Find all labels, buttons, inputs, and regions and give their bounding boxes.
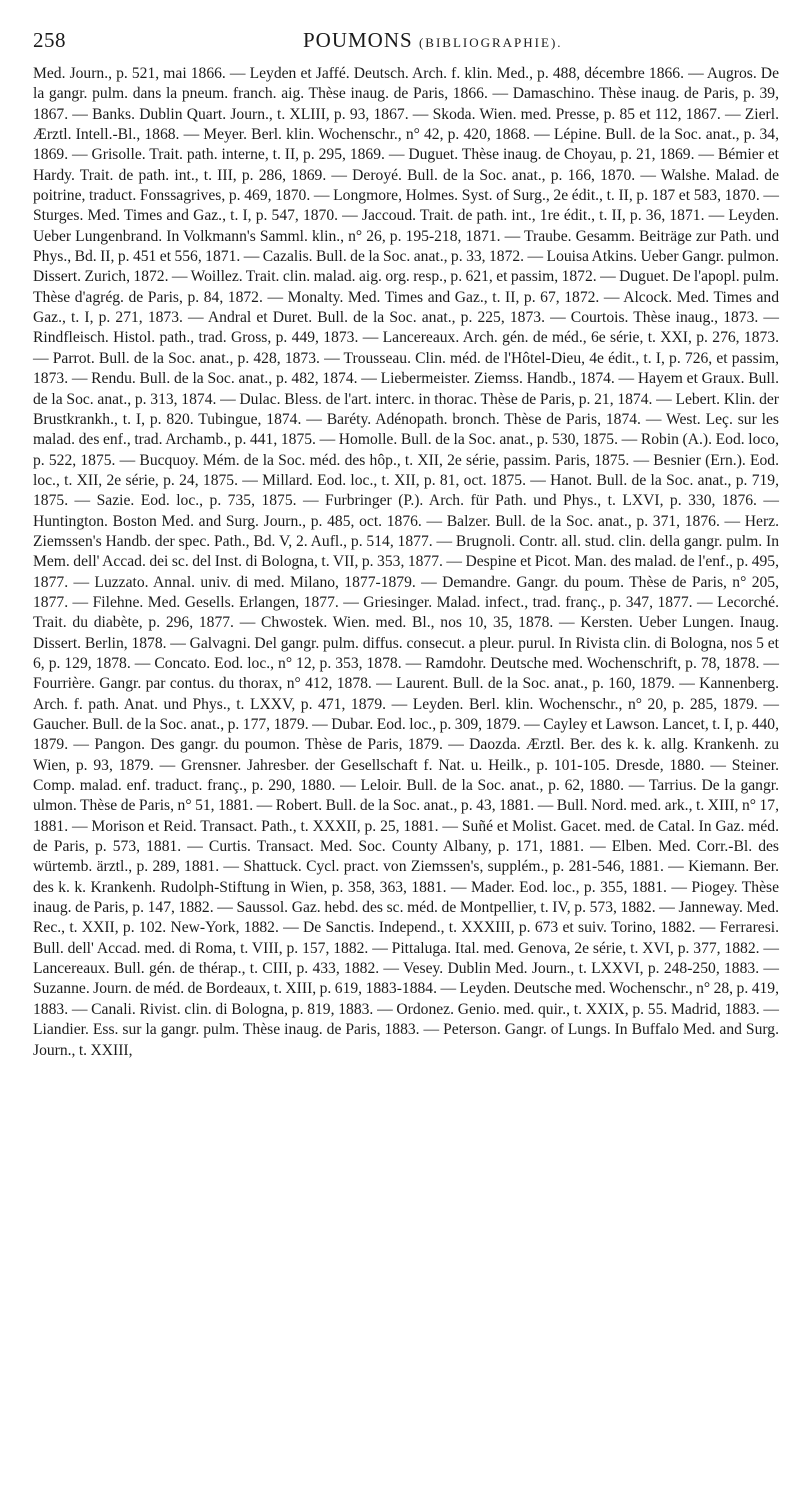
running-title-main: POUMONS (303, 28, 413, 52)
running-title-sub: (BIBLIOGRAPHIE). (418, 35, 563, 50)
running-title (303, 28, 563, 53)
page-number: 258 (33, 28, 66, 52)
bibliography-text: Med. Journ., p. 521, mai 1866. — Leyden et Jaffé. Deutsch. Arch. f. klin. Med., p. 488, décembre 1866. — Augros. De la gangr. pulm. dans la pneum. franch. aig. Thèse inaug. de Paris, 1866. — Damaschino. Thèse inaug. de Paris, p. 39, 1867. — Banks. Dublin Quart. Journ., t. XLIII, p. 93, 1867. — Skoda. Wien. med. Presse, p. 85 et 112, 1867. — Zierl. Ærztl. Intell.-Bl., 1868. — Meyer. Berl. klin. Wochenschr., n° 42, p. 420, 1868. — Lépine. Bull. de la Soc. anat., p. 34, 1869. — Grisolle. Trait. path. interne, t. II, p. 295, 1869. — Duguet. Thèse inaug. de Choyau, p. 21, 1869. — Bémier et Hardy. Trait. de path. int., t. III, p. 286, 1869. — Deroyé. Bull. de la Soc. anat., p. 166, 1870. — Walshe. Malad. de poitrine, traduct. Fonssagrives, p. 469, 1870. — Longmore, Holmes. Syst. of Surg., 2e édit., t. II, p. 187 et 583, 1870. — Sturges. Med. Times and Gaz., t. I, p. 547, 1870. — Jaccoud. Trait. de path. int., 1re édit., t. II, p. 36, 1871. — Leyden. Ueber Lungenbrand. In Volkmann's Samml. klin., n° 26, p. 195-218, 1871. — Traube. Gesamm. Beiträge zur Path. und Phys., Bd. II, p. 451 et 556, 1871. — Cazalis. Bull. de la Soc. anat., p. 33, 1872. — Louisa Atkins. Ueber Gangr. pulmon. Dissert. Zurich, 1872. — Woillez. Trait. clin. malad. aig. org. resp., p. 621, et passim, 1872. — Duguet. De l'apopl. pulm. Thèse d'agrég. de Paris, p. 84, 1872. — Monalty. Med. Times and Gaz., t. II, p. 67, 1872. — Alcock. Med. Times and Gaz., t. I, p. 271, 1873. — Andral et Duret. Bull. de la Soc. anat., p. 225, 1873. — Courtois. Thèse inaug., 1873. — Rindfleisch. Histol. path., trad. Gross, p. 449, 1873. — Lancereaux. Arch. gén. de méd., 6e série, t. XXI, p. 276, 1873. — Parrot. Bull. de la Soc. anat., p. 428, 1873. — Trousseau. Clin. méd. de l'Hôtel-Dieu, 4e édit., t. I, p. 726, et passim, 1873. — Rendu. Bull. de la Soc. anat., p. 482, 1874. — Liebermeister. Ziemss. Handb., 1874. — Hayem et Graux. Bull. de la Soc. anat., p. 313, 1874. — Dulac. Bless. de l'art. interc. in thorac. Thèse de Paris, p. 21, 1874. — Lebert. Klin. der Brustkrankh., t. I, p. 820. Tubingue, 1874. — Baréty. Adénopath. bronch. Thèse de Paris, 1874. — West. Leç. sur les malad. des enf., trad. Archamb., p. 441, 1875. — Homolle. Bull. de la Soc. anat., p. 530, 1875. — Robin (A.). Eod. loco, p. 522, 1875. — Bucquoy. Mém. de la Soc. méd. des hôp., t. XII, 2e série, passim. Paris, 1875. — Besnier (Ern.). Eod. loc., t. XII, 2e série, p. 24, 1875. — Millard. Eod. loc., t. XII, p. 81, oct. 1875. — Hanot. Bull. de la Soc. anat., p. 719, 1875. — Sazie. Eod. loc., p. 735, 1875. — Furbringer (P.). Arch. für Path. und Phys., t. LXVI, p. 330, 1876. — Huntington. Boston Med. and Surg. Journ., p. 485, oct. 1876. — Balzer. Bull. de la Soc. anat., p. 371, 1876. — Herz. Ziemssen's Handb. der spec. Path., Bd. V, 2. Aufl., p. 514, 1877. — Brugnoli. Contr. all. stud. clin. della gangr. pulm. In Mem. dell' Accad. dei sc. del Inst. di Bologna, t. VII, p. 353, 1877. — Despine et Picot. Man. des malad. de l'enf., p. 495, 1877. — Luzzato. Annal. univ. di med. Milano, 1877-1879. — Demandre. Gangr. du poum. Thèse de Paris, n° 205, 1877. — Filehne. Med. Gesells. Erlangen, 1877. — Griesinger. Malad. infect., trad. franç., p. 347, 1877. — Lecorché. Trait. du diabète, p. 296, 1877. — Chwostek. Wien. med. Bl., nos 10, 35, 1878. — Kersten. Ueber Lungen. Inaug. Dissert. Berlin, 1878. — Galvagni. Del gangr. pulm. diffus. consecut. a pleur. purul. In Rivista clin. di Bologna, nos 5 et 6, p. 129, 1878. — Concato. Eod. loc., n° 12, p. 353, 1878. — Ramdohr. Deutsche med. Wochenschrift, p. 78, 1878. — Fourrière. Gangr. par contus. du thorax, n° 412, 1878. — Laurent. Bull. de la Soc. anat., p. 160, 1879. — Kannenberg. Arch. f. path. Anat. und Phys., t. LXXV, p. 471, 1879. — Leyden. Berl. klin. Wochenschr., n° 20, p. 285, 1879. — Gaucher. Bull. de la Soc. anat., p. 177, 1879. — Dubar. Eod. loc., p. 309, 1879. — Cayley et Lawson. Lancet, t. I, p. 440, 1879. — Pangon. Des gangr. du poumon. Thèse de Paris, 1879. — Daozda. Ærztl. Ber. des k. k. allg. Krankenh. zu Wien, p. 93, 1879. — Grensner. Jahresber. der Gesellschaft f. Nat. u. Heilk., p. 101-105. Dresde, 1880. — Steiner. Comp. malad. enf. traduct. franç., p. 290, 1880. — Leloir. Bull. de la Soc. anat., p. 62, 1880. — Tarrius. De la gangr. ulmon. Thèse de Paris, n° 51, 1881. — Robert. Bull. de la Soc. anat., p. 43, 1881. — Bull. Nord. med. ark., t. XIII, n° 17, 1881. — Morison et Reid. Transact. Path., t. XXXII, p. 25, 1881. — Suñé et Molist. Gacet. med. de Catal. In Gaz. méd. de Paris, p. 573, 1881. — Curtis. Transact. Med. Soc. County Albany, p. 171, 1881. — Elben. Med. Corr.-Bl. des würtemb. ärztl., p. 289, 1881. — Shattuck. Cycl. pract. von Ziemssen's, supplém., p. 281-546, 1881. — Kiemann. Ber. des k. k. Krankenh. Rudolph-Stiftung in Wien, p. 358, 363, 1881. — Mader. Eod. loc., p. 355, 1881. — Piogey. Thèse inaug. de Paris, p. 147, 1882. — Saussol. Gaz. hebd. des sc. méd. de Montpellier, t. IV, p. 573, 1882. — Janneway. Med. Rec., t. XXII, p. 102. New-York, 1882. — De Sanctis. Independ., t. XXXIII, p. 673 et suiv. Torino, 1882. — Ferraresi. Bull. dell' Accad. med. di Roma, t. VIII, p. 157, 1882. — Pittaluga. Ital. med. Genova, 2e série, t. XVI, p. 377, 1882. — Lancereaux. Bull. gén. de thérap., t. CIII, p. 433, 1882. — Vesey. Dublin Med. Journ., t. LXXVI, p. 248-250, 1883. — Suzanne. Journ. de méd. de Bordeaux, t. XIII, p. 619, 1883-1884. — Leyden. Deutsche med. Wochenschr., n° 28, p. 419, 1883. — Canali. Rivist. clin. di Bologna, p. 819, 1883. — Ordonez. Genio. med. quir., t. XXIX, p. 55. Madrid, 1883. — Liandier. Ess. sur la gangr. pulm. Thèse inaug. de Paris, 1883. — Peterson. Gangr. of Lungs. In Buffalo Med. and Surg. Journ., t. XXIII, (33, 65, 779, 1059)
running-header (33, 26, 779, 56)
